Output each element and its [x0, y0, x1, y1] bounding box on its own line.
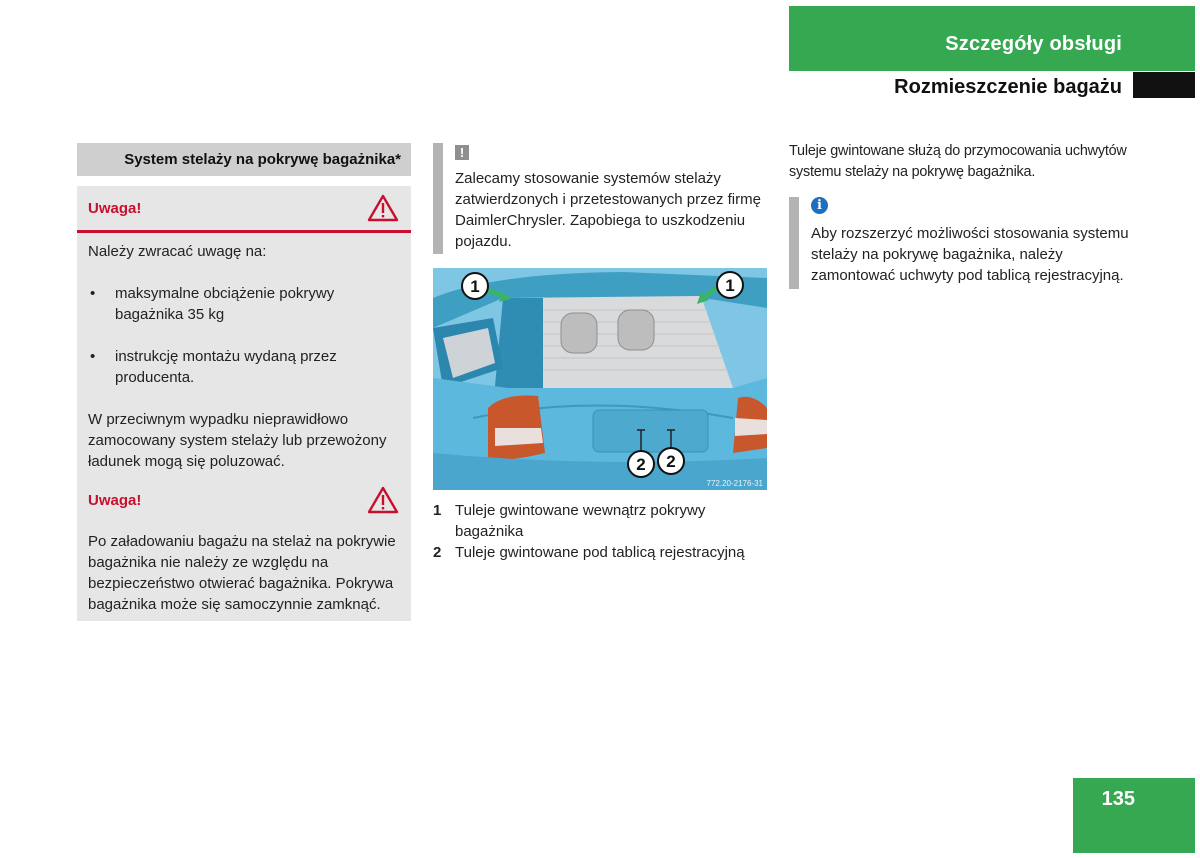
column-left	[77, 143, 411, 621]
warning-intro: Należy zwracać uwagę na:	[88, 243, 267, 260]
warning-header	[77, 186, 411, 233]
page-number: 135	[1101, 788, 1135, 810]
legend-row	[433, 500, 767, 542]
system-heading: System stelaży na pokrywę bagażnika*	[77, 143, 411, 176]
figure-legend	[433, 500, 767, 563]
warning-bullet-list	[77, 283, 411, 388]
bullet-item: • maksymalne obciążenie pokrywy bagażnika 35 kg	[88, 283, 399, 325]
callout-1-label: 1	[725, 276, 735, 295]
info-box	[789, 197, 1134, 289]
warning-triangle-icon	[367, 194, 399, 222]
intro-text: Tuleje gwintowane służą do przymocowania uchwytów systemu stelaży na pokrywę bagażnika.	[789, 143, 1127, 180]
legend-text: Tuleje gwintowane pod tablicą rejestracyjną	[455, 544, 745, 561]
warning-text: Po załadowaniu bagażu na stelaż na pokrywie bagażnika nie należy ze względu na bezpieczeństwo otwierać bagażnika. Pokrywa bagażnika może się samoczynnie zamknąć.	[88, 533, 396, 613]
warning-box	[77, 186, 411, 621]
legend-row	[433, 542, 767, 563]
column-right	[789, 141, 1134, 289]
callout-1-label: 1	[470, 277, 480, 296]
warning-text: W przeciwnym wypadku nieprawidłowo zamocowany system stelaży lub przewożony ładunek mogą się poluzować.	[88, 411, 387, 470]
callout-2-label: 2	[666, 452, 676, 471]
legend-text: Tuleje gwintowane wewnątrz pokrywy bagażnika	[455, 502, 706, 540]
warning-label: Uwaga!	[88, 199, 142, 217]
bullet-item: • instrukcję montażu wydaną przez producenta.	[88, 346, 399, 388]
car-rear-illustration	[433, 268, 767, 490]
info-icon: i	[811, 197, 828, 214]
note-box	[433, 143, 767, 254]
warning-label: Uwaga!	[88, 491, 142, 509]
warning-triangle-icon	[367, 486, 399, 514]
legend-number: 2	[433, 544, 442, 561]
warning-header	[77, 480, 411, 520]
figure-code: 772.20-2176-31	[706, 479, 763, 488]
header-marker-bar	[1133, 72, 1195, 98]
page-title: Rozmieszczenie bagażu	[894, 76, 1122, 98]
column-middle	[433, 143, 767, 561]
note-text: Zalecamy stosowanie systemów stelaży zatwierdzonych i przetestowanych przez firmę DaimlerChrysler. Zapobiega to uszkodzeniu pojazdu.	[455, 170, 761, 250]
callout-2-label: 2	[636, 455, 646, 474]
exclamation-icon: !	[455, 145, 469, 160]
section-title: Szczegóły obsługi	[945, 33, 1122, 55]
info-text: Aby rozszerzyć możliwości stosowania systemu stelaży na pokrywę bagażnika, należy zamontować uchwyty pod tablicą rejestracyjną.	[811, 225, 1129, 284]
legend-number: 1	[433, 502, 442, 519]
